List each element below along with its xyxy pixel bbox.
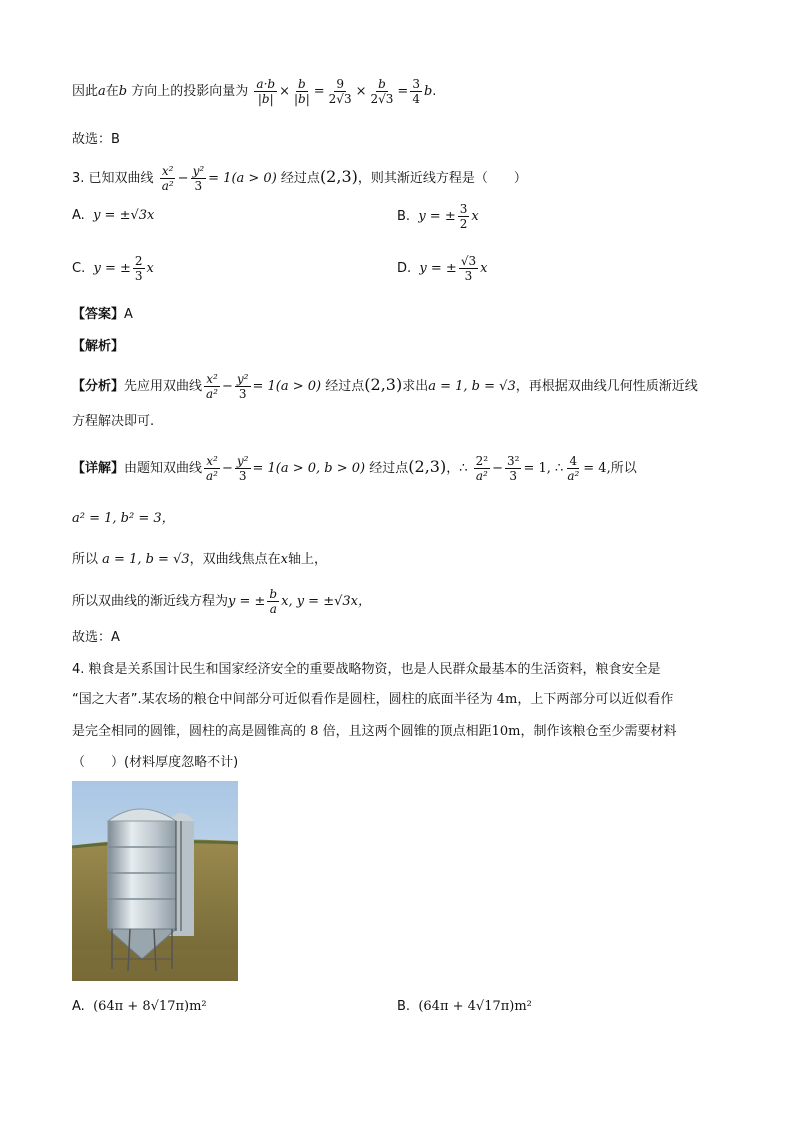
fraction: $\frac{3}{4}$ [412, 77, 420, 106]
q3-step-2: a² = 1, b² = 3， [72, 511, 175, 526]
q3-option-b: B. y = ± $\frac{3}{2}$ x [397, 202, 479, 231]
fraction: $\frac{\text{y²}}{3}$ [236, 372, 249, 401]
fraction: $\frac{b}{2√3}$ [370, 77, 394, 106]
q3-fenxi-cont: 方程解决即可. [72, 414, 155, 429]
q3-jiexi-heading: 【解析】 [72, 339, 125, 354]
q2-choice: 故选：B [72, 132, 120, 147]
fraction: $\frac{√3}{3}$ [460, 254, 477, 283]
q4-stem-1: 4. 粮食是关系国计民生和国家经济安全的重要战略物资，也是人民群众最基本的生活资料，粮食安全是 [72, 662, 661, 677]
fraction: $\frac{9}{2√3}$ [328, 77, 352, 106]
grain-silo-photo [72, 781, 238, 981]
fraction: $\frac{\text{2²}}{\text{a²}}$ [475, 454, 489, 483]
fraction: $\frac{2}{3}$ [134, 254, 143, 283]
q2-projection-line: 因此a在b 方向上的投影向量为 $\frac{a\cdot b}{|b|}$ × $\frac{b}{|b|}$ = $\frac{9}{2√3}$ × $\frac{b}{2√3}$ = $\frac{3}{4}$ b. [72, 77, 437, 106]
q3-stem: 3. 已知双曲线 $\frac{\text{x²}}{\text{a²}}$ − $\frac{\text{y²}}{3}$ = 1(a > 0) 经过点(2,3)，则其渐近线方程是（ ） [72, 164, 527, 193]
q3-fenxi: 【分析】先应用双曲线 $\frac{\text{x²}}{\text{a²}}$ − $\frac{\text{y²}}{3}$ = 1(a > 0) 经过点(2,3)求出a = 1, b = √3，再根据双曲线几何性质渐近线 [72, 372, 698, 401]
q4-stem-3: 是完全相同的圆锥，圆柱的高是圆锥高的 8 倍，且这两个圆锥的顶点相距10m，制作该粮仓至少需要材料 [72, 724, 677, 739]
q3-option-c: C. y = ± $\frac{2}{3}$ x [72, 254, 154, 283]
fraction: $\frac{b}{a}$ [269, 587, 278, 616]
q3-xiangjie: 【详解】由题知双曲线 $\frac{\text{x²}}{\text{a²}}$ − $\frac{\text{y²}}{3}$ = 1(a > 0, b > 0) 经过点(2,3)，∴ $\frac{\text{2²}}{\text{a²}}$ − $\frac{\text{3²}}{3}$ = 1, ∴ $\frac{4}{\text{a²}}$ = 4,所以 [72, 454, 637, 483]
q4-stem-4: （ ）(材料厚度忽略不计) [72, 755, 239, 770]
q3-step-3: 所以 a = 1, b = √3，双曲线焦点在x轴上， [72, 552, 328, 567]
q3-step-4: 所以双曲线的渐近线方程为y = ± $\frac{b}{a}$ x, y = ±√3x， [72, 587, 371, 616]
fraction: $\frac{\text{y²}}{3}$ [236, 454, 249, 483]
q3-option-a: A. y = ±√3x [72, 208, 155, 223]
fraction: $\frac{\text{y²}}{3}$ [192, 164, 205, 193]
fraction: $\frac{\text{x²}}{\text{a²}}$ [206, 454, 218, 483]
q3-option-d: D. y = ± $\frac{√3}{3}$ x [397, 254, 488, 283]
q4-option-b: B. (64π + 4√17π)m² [397, 999, 532, 1014]
fraction: $\frac{4}{\text{a²}}$ [567, 454, 580, 483]
fraction: $\frac{\text{x²}}{\text{a²}}$ [206, 372, 218, 401]
q3-answer: 【答案】A [72, 307, 133, 322]
q4-stem-2: “国之大者”.某农场的粮仓中间部分可近似看作是圆柱，圆柱的底面半径为 4m，上下两部分可以近似看作 [72, 692, 674, 707]
fraction: $\frac{b}{|b|}$ [293, 77, 310, 106]
fraction: $\frac{3}{2}$ [459, 202, 468, 231]
fraction: $\frac{\text{3²}}{3}$ [507, 454, 520, 483]
fraction: $\frac{a\cdot b}{|b|}$ [256, 77, 276, 106]
q3-choice: 故选：A [72, 630, 120, 645]
q4-option-a: A. (64π + 8√17π)m² [72, 999, 207, 1014]
fraction: $\frac{\text{x²}}{\text{a²}}$ [161, 164, 174, 193]
